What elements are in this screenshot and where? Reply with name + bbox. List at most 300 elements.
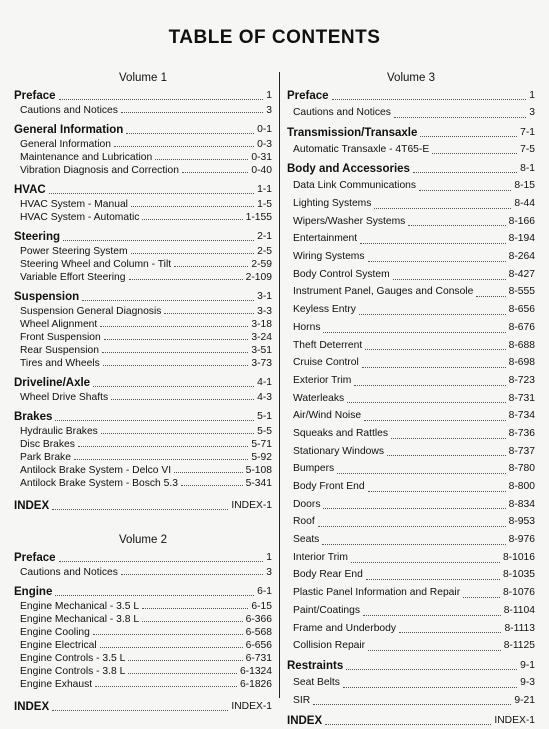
toc-entry-label: Entertainment (293, 233, 358, 245)
toc-entry-label: Automatic Transaxle - 4T65-E (293, 143, 430, 155)
section-heading[interactable] (14, 122, 272, 138)
section-heading[interactable] (14, 182, 272, 198)
toc-entry-label: Variable Effort Steering (20, 272, 126, 283)
toc-entry-label: Antilock Brake System - Bosch 5.3 (20, 478, 178, 489)
dot-leader (74, 459, 248, 460)
dot-leader (131, 253, 255, 254)
toc-entry-label: Instrument Panel, Gauges and Console (293, 286, 474, 298)
section-heading-page: 1 (266, 90, 272, 101)
toc-entry-label: Engine Cooling (20, 627, 90, 638)
toc-entry[interactable] (287, 513, 535, 531)
toc-entry-label: Wipers/Washer Systems (293, 215, 406, 227)
section-heading-label: Preface (14, 90, 56, 102)
section-heading[interactable] (287, 658, 535, 674)
toc-entry[interactable] (14, 438, 272, 451)
toc-entry-page: 2-109 (245, 272, 272, 283)
toc-entry-page: 0-40 (251, 165, 272, 176)
section-heading-label: Restraints (287, 659, 344, 672)
dot-leader (55, 595, 254, 596)
toc-entry[interactable] (287, 602, 535, 620)
toc-entry-label: Waterleaks (293, 392, 345, 404)
section-heading-page: 6-1 (257, 586, 272, 597)
section-heading[interactable] (287, 88, 535, 104)
section-heading-page: 5-1 (257, 411, 272, 422)
toc-entry-label: Wheel Alignment (20, 319, 98, 330)
dot-leader (393, 279, 506, 280)
toc-section (14, 229, 272, 284)
dot-leader (101, 433, 254, 434)
toc-entry-page: 8-953 (508, 516, 535, 528)
toc-entry[interactable] (287, 104, 535, 122)
toc-section (14, 182, 272, 224)
dot-leader (368, 491, 506, 492)
toc-entry[interactable] (287, 407, 535, 425)
toc-entry[interactable] (14, 151, 272, 164)
toc-entry[interactable] (287, 674, 535, 692)
toc-entry[interactable] (287, 230, 535, 248)
toc-entry-page: 5-5 (257, 426, 272, 437)
toc-entry-page: 0-31 (251, 152, 272, 163)
toc-entry-page: 8-1076 (502, 587, 535, 599)
toc-entry[interactable] (287, 637, 535, 655)
toc-entry-label: Theft Deterrent (293, 339, 363, 351)
dot-leader (337, 473, 505, 474)
dot-leader (354, 385, 505, 386)
toc-entry-label: Engine Controls - 3.5 L (20, 653, 126, 664)
toc-section (14, 375, 272, 404)
dot-leader (313, 704, 511, 705)
toc-entry-label: Tires and Wheels (20, 358, 100, 369)
dot-leader (95, 686, 237, 687)
dot-leader (318, 526, 506, 527)
toc-entry[interactable] (14, 104, 272, 117)
volume-3-block (287, 68, 535, 729)
toc-entry-page: 8-427 (508, 268, 535, 280)
toc-entry-label: Keyless Entry (293, 304, 356, 316)
dot-leader (52, 710, 228, 711)
dot-leader (351, 562, 500, 563)
volume-1-block (14, 68, 272, 514)
toc-entry-label: Wiring Systems (293, 251, 365, 263)
dot-leader (360, 243, 506, 244)
toc-entry[interactable] (14, 305, 272, 318)
toc-entry[interactable] (14, 318, 272, 331)
toc-entry[interactable] (287, 195, 535, 213)
toc-entry[interactable] (287, 177, 535, 195)
section-heading[interactable] (14, 375, 272, 391)
column-divider (279, 72, 280, 698)
toc-entry[interactable] (287, 372, 535, 390)
index-entry[interactable] (14, 498, 272, 514)
toc-entry-page: 0-3 (257, 139, 272, 150)
section-heading[interactable] (14, 229, 272, 245)
dot-leader (142, 608, 248, 609)
toc-entry-page: 8-1035 (502, 569, 535, 581)
toc-entry[interactable] (14, 258, 272, 271)
toc-entry-label: Seat Belts (293, 676, 340, 688)
toc-section (287, 88, 535, 122)
dot-leader (49, 193, 254, 194)
section-heading-label: Suspension (14, 291, 80, 303)
toc-entry-page: 3-3 (257, 306, 272, 317)
dot-leader (100, 326, 248, 327)
section-heading-label: HVAC (14, 184, 46, 196)
toc-entry[interactable] (14, 639, 272, 652)
toc-section (287, 161, 535, 655)
toc-entry-label: Stationary Windows (293, 445, 384, 457)
dot-leader (408, 225, 505, 226)
dot-leader (366, 579, 500, 580)
toc-entry[interactable] (14, 357, 272, 370)
toc-section (14, 122, 272, 177)
section-heading-label: Steering (14, 231, 61, 243)
dot-leader (432, 153, 517, 154)
toc-entry-label: Plastic Panel Information and Repair (293, 587, 461, 599)
toc-entry-label: Front Suspension (20, 332, 101, 343)
toc-entry-page: 5-341 (245, 478, 272, 489)
toc-entry-page: 8-976 (508, 534, 535, 546)
index-entry[interactable] (287, 713, 535, 729)
section-heading-page: 1 (266, 552, 272, 563)
dot-leader (343, 687, 517, 688)
section-heading-label: Preface (14, 552, 56, 564)
section-heading-label: Brakes (14, 411, 53, 423)
dot-leader (391, 438, 506, 439)
dot-leader (363, 615, 501, 616)
dot-leader (93, 386, 254, 387)
toc-entry-label: Doors (293, 498, 321, 510)
toc-entry-page: 8-688 (508, 339, 535, 351)
toc-entry-page: 6-15 (251, 601, 272, 612)
toc-entry[interactable] (14, 451, 272, 464)
toc-entry-label: Cruise Control (293, 357, 359, 369)
dot-leader (323, 508, 505, 509)
toc-section (14, 409, 272, 490)
section-heading-label: General Information (14, 124, 124, 136)
toc-entry-label: SIR (293, 694, 311, 706)
dot-leader (362, 367, 506, 368)
dot-leader (374, 208, 511, 209)
toc-entry-page: 8-555 (508, 286, 535, 298)
toc-entry-label: Maintenance and Lubrication (20, 152, 153, 163)
toc-entry-page: 6-568 (245, 627, 272, 638)
toc-entry[interactable] (287, 354, 535, 372)
toc-section (14, 550, 272, 579)
dot-leader (347, 402, 506, 403)
toc-entry-page: 3 (529, 106, 535, 118)
toc-entry[interactable] (14, 198, 272, 211)
toc-entry[interactable] (287, 460, 535, 478)
dot-leader (181, 485, 243, 486)
dot-leader (78, 446, 248, 447)
toc-entry[interactable] (14, 271, 272, 284)
dot-leader (52, 509, 228, 510)
toc-entry[interactable] (14, 391, 272, 404)
toc-entry-page: 8-1016 (502, 551, 535, 563)
toc-entry-label: Horns (293, 321, 321, 333)
toc-entry[interactable] (287, 443, 535, 461)
dot-leader (359, 314, 506, 315)
toc-entry-page: 7-5 (520, 143, 535, 155)
dot-leader (387, 455, 506, 456)
toc-entry-page: 9-21 (514, 694, 535, 706)
section-heading-label: Transmission/Transaxle (287, 126, 418, 139)
section-heading[interactable] (14, 409, 272, 425)
toc-entry-page: 3-18 (251, 319, 272, 330)
toc-entry-page: 6-656 (245, 640, 272, 651)
toc-entry-page: 6-731 (245, 653, 272, 664)
section-heading-label: Preface (287, 90, 329, 102)
dot-leader (364, 420, 506, 421)
toc-entry-label: Vibration Diagnosis and Correction (20, 165, 179, 176)
toc-entry-page: 8-166 (508, 215, 535, 227)
toc-entry[interactable] (14, 425, 272, 438)
toc-entry[interactable] (287, 549, 535, 567)
toc-entry-label: Lighting Systems (293, 198, 372, 210)
toc-section (14, 88, 272, 117)
toc-entry-label: Hydraulic Brakes (20, 426, 98, 437)
dot-leader (420, 136, 517, 137)
dot-leader (463, 597, 500, 598)
dot-leader (100, 647, 243, 648)
toc-entry[interactable] (14, 344, 272, 357)
section-heading-page: 0-1 (257, 124, 272, 135)
toc-entry[interactable] (287, 284, 535, 302)
dot-leader (174, 266, 248, 267)
section-heading[interactable] (287, 161, 535, 177)
dot-leader (59, 99, 264, 100)
toc-section (14, 289, 272, 370)
toc-entry[interactable] (14, 613, 272, 626)
toc-entry-label: Body Front End (293, 481, 365, 493)
section-heading-page: 2-1 (257, 231, 272, 242)
dot-leader (121, 112, 263, 113)
dot-leader (346, 669, 517, 670)
toc-entry-label: Antilock Brake System - Delco VI (20, 465, 172, 476)
dot-leader (111, 399, 254, 400)
toc-entry[interactable] (287, 584, 535, 602)
right-column (287, 68, 535, 729)
toc-entry[interactable] (287, 620, 535, 638)
toc-entry-page: 8-1113 (504, 622, 535, 634)
toc-entry-page: 8-800 (508, 481, 535, 493)
toc-entry[interactable] (287, 478, 535, 496)
toc-entry-page: 3-51 (251, 345, 272, 356)
toc-entry-page: 8-44 (514, 198, 535, 210)
toc-entry-page: 8-736 (508, 427, 535, 439)
toc-entry-page: 8-1125 (503, 640, 535, 652)
toc-entry-page: 3-24 (251, 332, 272, 343)
dot-leader (322, 544, 505, 545)
page-title: TABLE OF CONTENTS (168, 27, 381, 48)
toc-entry[interactable] (14, 566, 272, 579)
section-heading-page: 1-1 (257, 184, 272, 195)
toc-entry-page: 6-1324 (239, 666, 272, 677)
volume-heading: Volume 1 (119, 72, 167, 84)
toc-entry[interactable] (14, 138, 272, 151)
toc-entry-label: Squeaks and Rattles (293, 427, 389, 439)
dot-leader (63, 240, 254, 241)
toc-entry-label: Park Brake (20, 452, 71, 463)
index-entry-label: INDEX (14, 701, 50, 713)
toc-entry[interactable] (287, 692, 535, 710)
dot-leader (102, 352, 248, 353)
dot-leader (103, 365, 249, 366)
toc-entry-page: 8-676 (508, 321, 535, 333)
index-entry[interactable] (14, 699, 272, 715)
toc-entry[interactable] (14, 245, 272, 258)
toc-entry-page: 9-3 (520, 676, 535, 688)
index-entry-page: INDEX-1 (231, 500, 272, 511)
section-heading[interactable] (287, 125, 535, 141)
toc-entry[interactable] (287, 425, 535, 443)
dot-leader (332, 99, 527, 100)
toc-entry-page: 4-3 (257, 392, 272, 403)
toc-entry-page: 8-264 (508, 251, 535, 263)
toc-entry-label: Engine Controls - 3.8 L (20, 666, 126, 677)
dot-leader (59, 561, 264, 562)
toc-entry[interactable] (14, 477, 272, 490)
toc-entry-label: Roof (293, 516, 315, 528)
toc-entry-label: Engine Mechanical - 3.8 L (20, 614, 140, 625)
toc-entry-page: 1-5 (257, 199, 272, 210)
toc-entry-label: General Information (20, 139, 112, 150)
section-heading[interactable] (14, 550, 272, 566)
dot-leader (368, 650, 501, 651)
dot-leader (82, 300, 254, 301)
toc-entry-page: 6-1826 (239, 679, 272, 690)
toc-entry[interactable] (287, 319, 535, 337)
dot-leader (323, 332, 505, 333)
dot-leader (394, 117, 526, 118)
toc-entry-page: 8-723 (508, 374, 535, 386)
section-heading-label: Engine (14, 586, 53, 598)
toc-entry[interactable] (14, 211, 272, 224)
toc-entry[interactable] (287, 567, 535, 585)
toc-entry-page: 3 (266, 105, 272, 116)
dot-leader (413, 172, 517, 173)
toc-entry[interactable] (14, 678, 272, 691)
toc-entry-page: 8-1104 (503, 604, 535, 616)
index-entry-page: INDEX-1 (494, 715, 535, 727)
toc-entry[interactable] (287, 531, 535, 549)
toc-entry[interactable] (14, 652, 272, 665)
index-entry-label: INDEX (14, 500, 50, 512)
toc-entry[interactable] (287, 496, 535, 514)
section-heading[interactable] (14, 88, 272, 104)
section-heading[interactable] (14, 584, 272, 600)
toc-section (287, 658, 535, 709)
dot-leader (121, 574, 263, 575)
toc-entry-page: 8-780 (508, 463, 535, 475)
section-heading-label: Driveline/Axle (14, 377, 91, 389)
toc-entry-label: Seats (293, 534, 320, 546)
toc-entry-page: 8-15 (514, 180, 535, 192)
toc-entry-label: Cautions and Notices (293, 106, 391, 118)
section-heading-page: 8-1 (520, 163, 535, 175)
dot-leader (129, 279, 243, 280)
toc-entry-label: Bumpers (293, 463, 335, 475)
section-heading-page: 9-1 (520, 659, 535, 671)
toc-entry-label: Engine Mechanical - 3.5 L (20, 601, 140, 612)
volume-heading: Volume 2 (119, 534, 167, 546)
dot-leader (114, 146, 254, 147)
toc-entry-page: 6-366 (245, 614, 272, 625)
index-entry-page: INDEX-1 (231, 701, 272, 712)
toc-entry-label: Body Control System (293, 268, 390, 280)
section-heading-page: 3-1 (257, 291, 272, 302)
toc-entry[interactable] (287, 141, 535, 159)
dot-leader (174, 472, 243, 473)
toc-entry[interactable] (14, 164, 272, 177)
dot-leader (128, 673, 237, 674)
toc-entry-label: Steering Wheel and Column - Tilt (20, 259, 172, 270)
toc-entry-label: HVAC System - Automatic (20, 212, 140, 223)
index-entry-label: INDEX (287, 715, 323, 728)
dot-leader (155, 159, 248, 160)
dot-leader (164, 313, 254, 314)
toc-entry-label: Disc Brakes (20, 439, 75, 450)
toc-entry[interactable] (287, 213, 535, 231)
toc-entry[interactable] (287, 248, 535, 266)
toc-entry-label: Cautions and Notices (20, 567, 118, 578)
toc-entry-page: 8-698 (508, 357, 535, 369)
toc-entry[interactable] (287, 390, 535, 408)
toc-entry-label: HVAC System - Manual (20, 199, 128, 210)
toc-entry-page: 8-731 (508, 392, 535, 404)
toc-section (14, 584, 272, 691)
toc-entry-page: 3 (266, 567, 272, 578)
toc-entry-page: 8-194 (508, 233, 535, 245)
toc-entry-label: Suspension General Diagnosis (20, 306, 162, 317)
toc-entry[interactable] (14, 464, 272, 477)
toc-entry-page: 1-155 (245, 212, 272, 223)
toc-entry-page: 8-656 (508, 304, 535, 316)
toc-entry-page: 5-92 (251, 452, 272, 463)
dot-leader (104, 339, 249, 340)
dot-leader (368, 261, 506, 262)
volume-2-block (14, 530, 272, 715)
dot-leader (476, 296, 505, 297)
toc-entry[interactable] (287, 266, 535, 284)
toc-entry-page: 5-71 (251, 439, 272, 450)
toc-entry-label: Paint/Coatings (293, 604, 360, 616)
toc-entry-page: 3-73 (251, 358, 272, 369)
toc-entry[interactable] (287, 337, 535, 355)
dot-leader (93, 634, 243, 635)
toc-entry-label: Cautions and Notices (20, 105, 118, 116)
section-heading[interactable] (14, 289, 272, 305)
toc-entry-label: Power Steering System (20, 246, 128, 257)
dot-leader (126, 133, 254, 134)
toc-entry-label: Wheel Drive Shafts (20, 392, 109, 403)
toc-entry-label: Exterior Trim (293, 374, 352, 386)
volume-heading: Volume 3 (387, 72, 435, 84)
toc-entry[interactable] (14, 626, 272, 639)
toc-entry-label: Engine Exhaust (20, 679, 93, 690)
toc-entry[interactable] (14, 331, 272, 344)
toc-entry-label: Interior Trim (293, 551, 348, 563)
section-heading-page: 7-1 (520, 126, 535, 138)
toc-entry-page: 2-5 (257, 246, 272, 257)
dot-leader (142, 621, 243, 622)
toc-entry[interactable] (14, 665, 272, 678)
dot-leader (55, 420, 254, 421)
toc-entry-label: Rear Suspension (20, 345, 99, 356)
toc-entry[interactable] (14, 600, 272, 613)
toc-entry-label: Engine Electrical (20, 640, 97, 651)
toc-entry[interactable] (287, 301, 535, 319)
